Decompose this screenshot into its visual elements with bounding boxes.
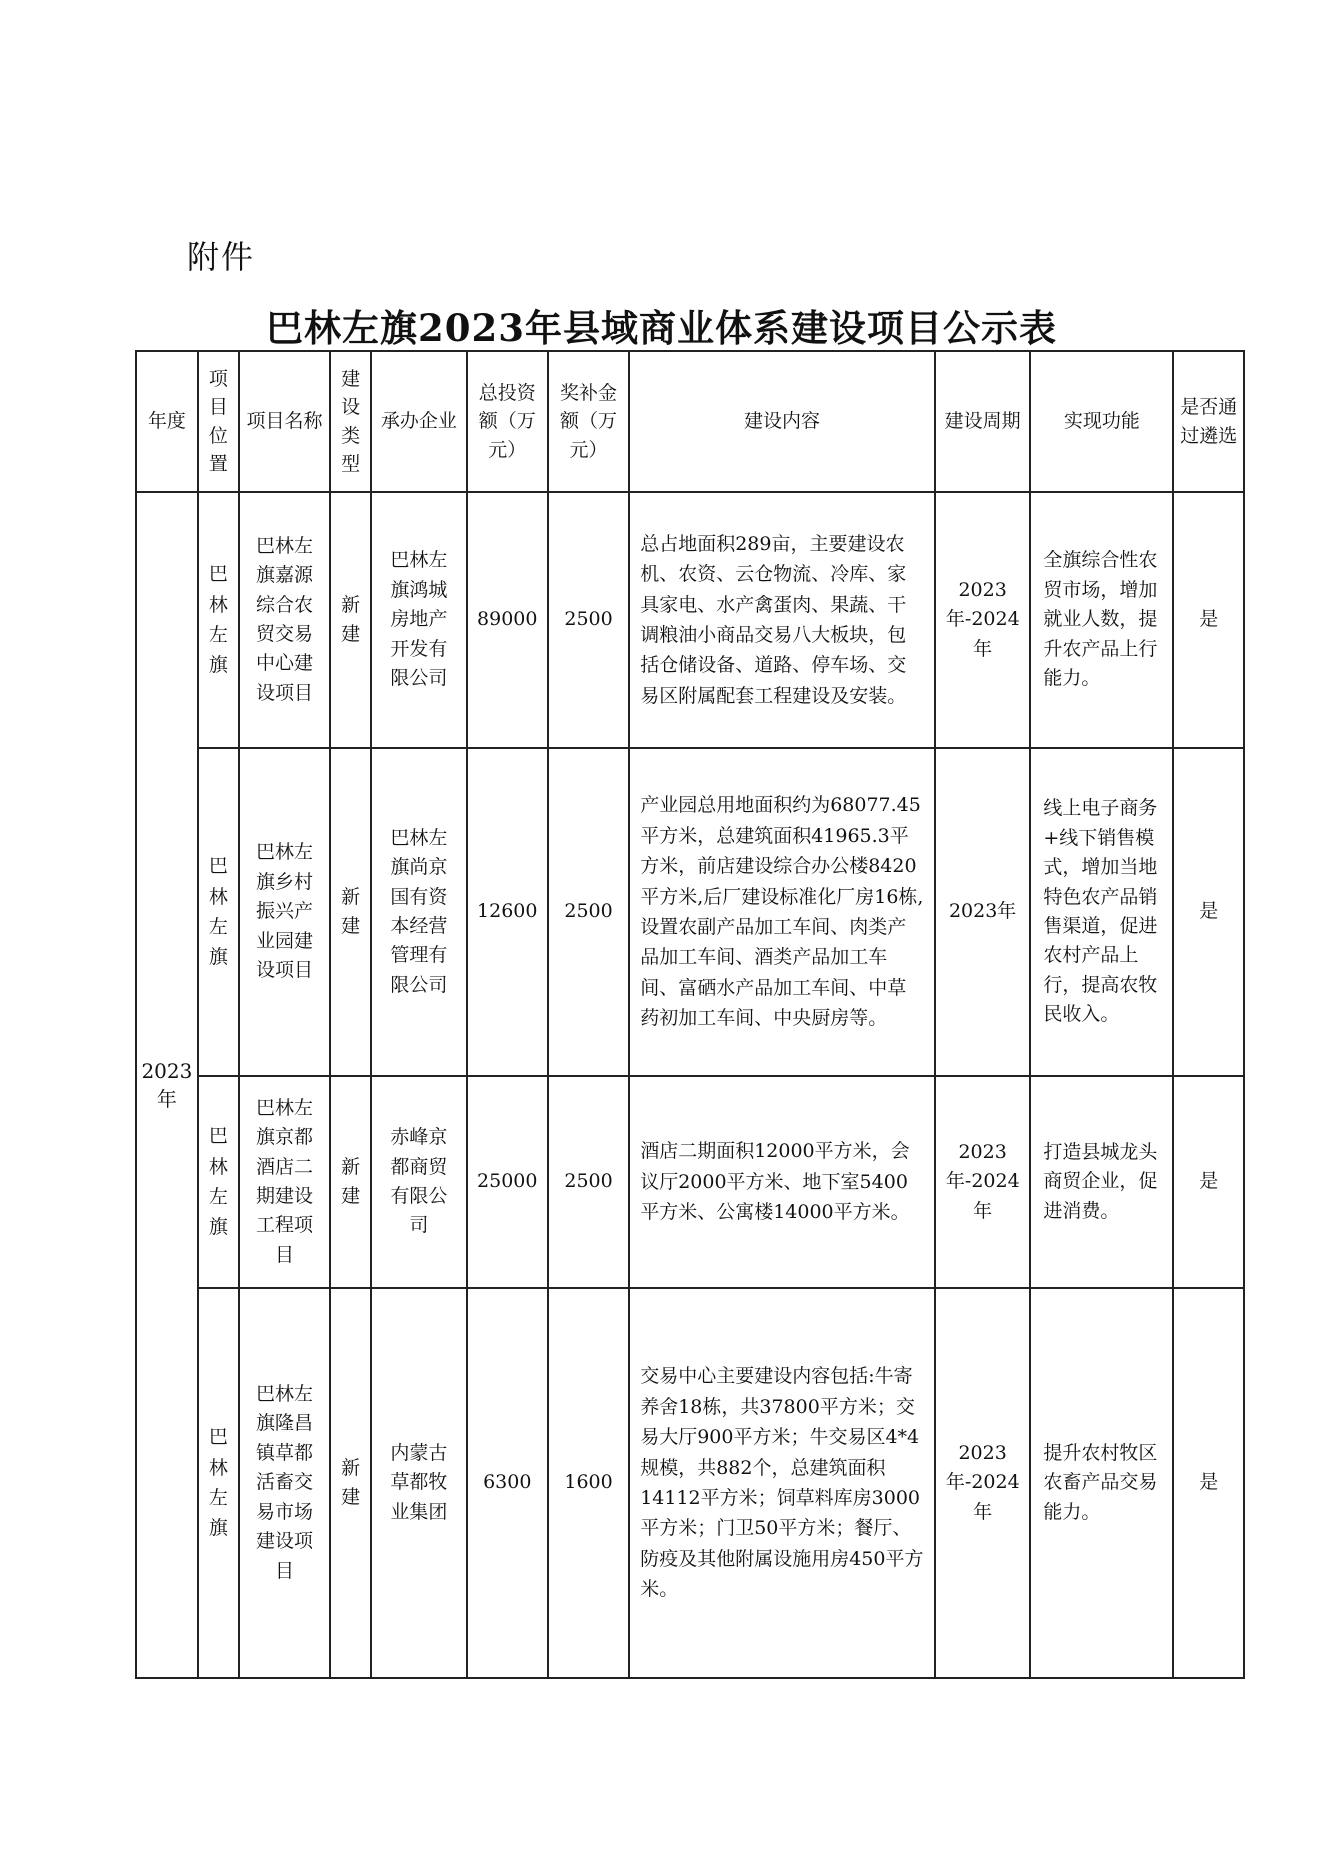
year-cell: 2023年: [136, 492, 198, 1678]
investment-cell: 6300: [467, 1288, 548, 1678]
investment-cell: 89000: [467, 492, 548, 748]
build-type-cell: 新建: [330, 492, 371, 748]
header-year: 年度: [136, 351, 198, 492]
function-cell: 全旗综合性农贸市场，增加就业人数，提升农产品上行能力。: [1030, 492, 1173, 748]
subsidy-cell: 2500: [548, 492, 629, 748]
company-cell: 内蒙古草都牧业集团: [371, 1288, 466, 1678]
table-row: [136, 1288, 1244, 1678]
project-name-cell: 巴林左旗京都酒店二期建设工程项目: [239, 1076, 330, 1288]
header-selected: 是否通过遴选: [1173, 351, 1244, 492]
content-cell: 酒店二期面积12000平方米，会议厅2000平方米、地下室5400平方米、公寓楼14000平方米。: [629, 1076, 935, 1288]
period-cell: 2023年-2024年: [935, 492, 1030, 748]
page-title: 巴林左旗2023年县域商业体系建设项目公示表: [266, 306, 1057, 350]
table-header-row: [136, 351, 1244, 492]
project-table: [135, 350, 1245, 1679]
function-cell: 提升农村牧区农畜产品交易能力。: [1030, 1288, 1173, 1678]
header-period: 建设周期: [935, 351, 1030, 492]
build-type-cell: 新建: [330, 748, 371, 1076]
location-cell: 巴林左旗: [198, 1076, 239, 1288]
selected-cell: 是: [1173, 1288, 1244, 1678]
project-name-cell: 巴林左旗隆昌镇草都活畜交易市场建设项目: [239, 1288, 330, 1678]
header-name: 项目名称: [239, 351, 330, 492]
table-row: [136, 1076, 1244, 1288]
company-cell: 巴林左旗尚京国有资本经营管理有限公司: [371, 748, 466, 1076]
period-cell: 2023年-2024年: [935, 1076, 1030, 1288]
period-cell: 2023年: [935, 748, 1030, 1076]
selected-cell: 是: [1173, 492, 1244, 748]
table-row: [136, 748, 1244, 1076]
header-location: 项目位置: [198, 351, 239, 492]
project-name-cell: 巴林左旗乡村振兴产业园建设项目: [239, 748, 330, 1076]
selected-cell: 是: [1173, 1076, 1244, 1288]
selected-cell: 是: [1173, 748, 1244, 1076]
company-cell: 巴林左旗鸿城房地产开发有限公司: [371, 492, 466, 748]
attachment-label: 附件: [187, 238, 256, 276]
content-cell: 产业园总用地面积约为68077.45平方米，总建筑面积41965.3平方米，前店建设综合办公楼8420平方米,后厂建设标准化厂房16栋,设置农副产品加工车间、肉类产品加工车间、酒类产品加工车间、富硒水产品加工车间、中草药初加工车间、中央厨房等。: [629, 748, 935, 1076]
header-investment: 总投资额（万元）: [467, 351, 548, 492]
subsidy-cell: 2500: [548, 748, 629, 1076]
header-company: 承办企业: [371, 351, 466, 492]
build-type-cell: 新建: [330, 1076, 371, 1288]
location-cell: 巴林左旗: [198, 748, 239, 1076]
content-cell: 交易中心主要建设内容包括:牛寄养舍18栋，共37800平方米；交易大厅900平方米；牛交易区4*4规模，共882个，总建筑面积14112平方米；饲草料库房3000平方米；门卫50平方米；餐厅、防疫及其他附属设施用房450平方米。: [629, 1288, 935, 1678]
function-cell: 打造县城龙头商贸企业，促进消费。: [1030, 1076, 1173, 1288]
build-type-cell: 新建: [330, 1288, 371, 1678]
investment-cell: 25000: [467, 1076, 548, 1288]
table-row: [136, 492, 1244, 748]
location-cell: 巴林左旗: [198, 492, 239, 748]
period-cell: 2023年-2024年: [935, 1288, 1030, 1678]
header-type: 建设类型: [330, 351, 371, 492]
location-cell: 巴林左旗: [198, 1288, 239, 1678]
company-cell: 赤峰京都商贸有限公司: [371, 1076, 466, 1288]
project-name-cell: 巴林左旗嘉源综合农贸交易中心建设项目: [239, 492, 330, 748]
subsidy-cell: 1600: [548, 1288, 629, 1678]
header-function: 实现功能: [1030, 351, 1173, 492]
header-subsidy: 奖补金额（万元）: [548, 351, 629, 492]
header-content: 建设内容: [629, 351, 935, 492]
subsidy-cell: 2500: [548, 1076, 629, 1288]
content-cell: 总占地面积289亩，主要建设农机、农资、云仓物流、冷库、家具家电、水产禽蛋肉、果蔬、干调粮油小商品交易八大板块，包括仓储设备、道路、停车场、交易区附属配套工程建设及安装。: [629, 492, 935, 748]
function-cell: 线上电子商务+线下销售模式，增加当地特色农产品销售渠道，促进农村产品上行，提高农牧民收入。: [1030, 748, 1173, 1076]
investment-cell: 12600: [467, 748, 548, 1076]
